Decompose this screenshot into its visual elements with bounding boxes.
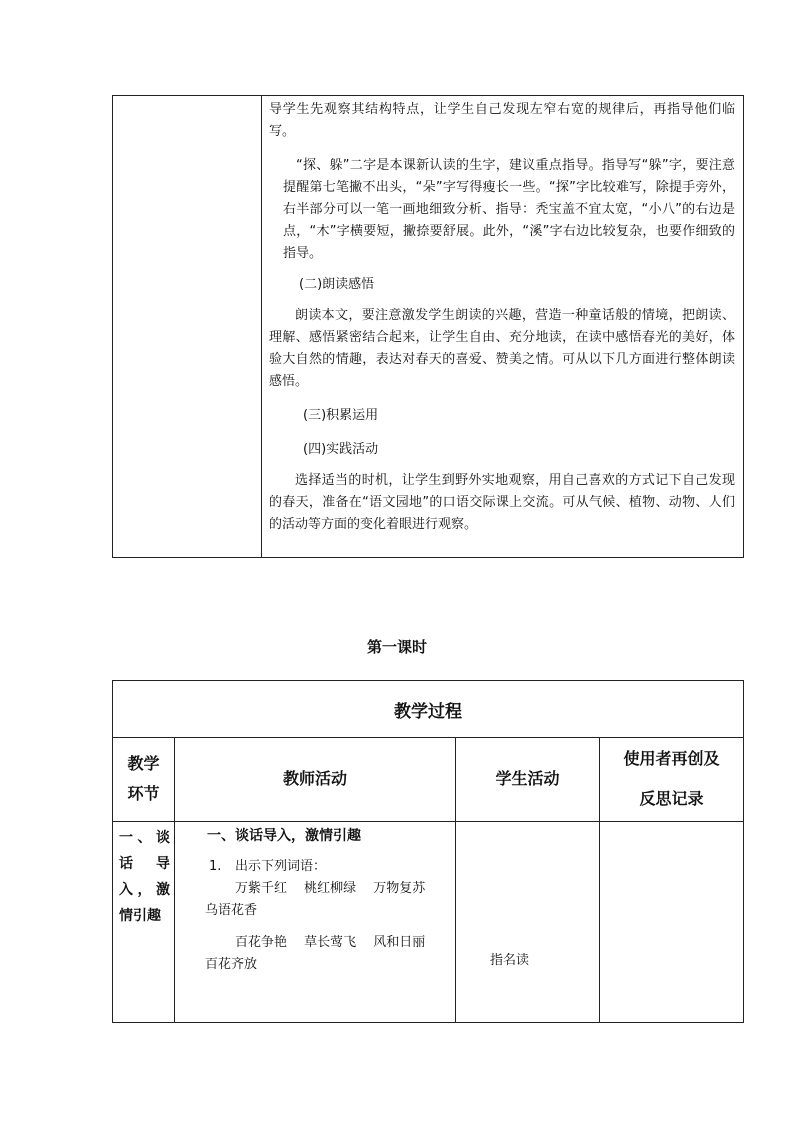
table-title: 教学过程: [113, 681, 743, 738]
notes-cell: [600, 821, 743, 1022]
paragraph-reading: 朗读本文，要注意激发学生朗读的兴趣，营造一种童话般的情境，把朗读、理解、感悟紧密结合起来，让学生自由、充分地读，在读中感悟春光的美好，体验大自然的情趣，表达对春天的喜爱、赞美之情。可从以下几方面进行整体朗读感悟。: [269, 308, 735, 389]
item-number: 1.: [209, 859, 222, 874]
student-activity-text: 指名读: [490, 953, 530, 968]
list-item: [209, 856, 449, 878]
continued-table: [112, 95, 744, 558]
empty-left-cell: [113, 96, 262, 557]
section-title: 第一课时: [366, 638, 427, 656]
header-stage: [113, 737, 175, 821]
student-activity-cell: [456, 821, 600, 1022]
content-cell: [262, 96, 743, 557]
paragraph-character-guidance: “探、躲”二字是本课新认读的生字，建议重点指导。指导写“躲”字，要注意提醒第七笔撇不出头，“朵”字写得瘦长一些。“探”字比较难写，除提手旁外，右半部分可以一笔一画地细致分析、指导：秃宝盖不宜太宽，“小八”的右边是点，“木”字横要短，撇捺要舒展。此外，“溪”字右边比较复杂，也要作细致的指导。: [283, 158, 735, 261]
item-label: 出示下列词语：: [235, 859, 327, 874]
header-student: 学生活动: [456, 737, 600, 821]
paragraph-practice: 选择适当的时机，让学生到野外实地观察，用自己喜欢的方式记下自己发现的春天，准备在“语文园地”的口语交际课上交流。可从气候、植物、动物、人们的活动等方面的变化着眼进行观察。: [269, 473, 735, 532]
heading-reading: (二)朗读感悟: [299, 277, 375, 292]
teacher-activity-heading: 一、谈话导入，激情引趣: [207, 828, 361, 844]
paragraph-guide-writing: 导学生先观察其结构特点，让学生自己发现左窄右宽的规律后，再指导他们临写。: [269, 102, 735, 139]
heading-practice: (四)实践活动: [303, 442, 379, 457]
word-list-1: 万紫千红 桃红柳绿 万物复苏 乌语花香: [205, 881, 439, 918]
teaching-process-table: [112, 680, 744, 1023]
word-list-2: 百花争艳 草长莺飞 风和日丽 百花齐放: [205, 935, 439, 972]
table-row: [113, 821, 743, 1022]
table-header-row: [113, 737, 743, 822]
stage-cell: 一、谈话导入，激情引趣: [113, 821, 175, 1022]
teacher-activity-cell: [175, 821, 456, 1022]
header-notes: [600, 737, 743, 821]
header-teacher: 教师活动: [175, 737, 456, 821]
heading-accumulation: (三)积累运用: [303, 408, 379, 423]
header-notes-label: 使用者再创及反思记录: [623, 749, 720, 808]
header-stage-label: 教学环节: [127, 754, 160, 803]
